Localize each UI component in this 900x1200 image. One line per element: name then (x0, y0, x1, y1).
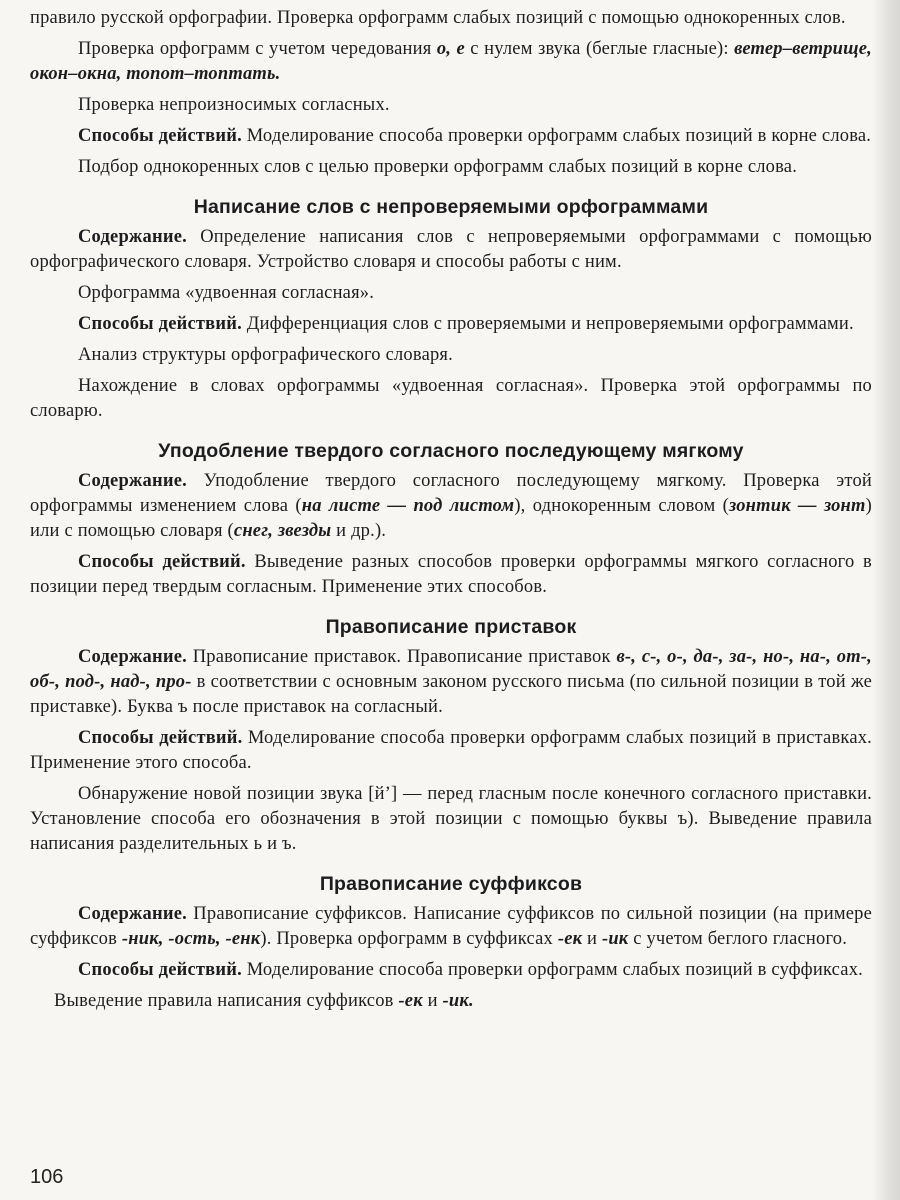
paragraph: Способы действий. Моделирование способа проверки орфограмм слабых позиций в корне слова. (78, 126, 872, 146)
paragraph: Нахождение в словах орфограммы «удвоенная согласная». Проверка этой орфограммы по словарю. (30, 376, 872, 421)
paragraph: Способы действий. Моделирование способа проверки орфограмм слабых позиций в суффиксах. (78, 960, 863, 980)
paragraph: Выведение правила написания суффиксов -ек и -ик. (54, 991, 474, 1011)
section-heading: Правописание суффиксов (319, 873, 583, 895)
paragraph: правило русской орфографии. Проверка орфограмм слабых позиций с помощью однокоренных слов. (30, 8, 846, 28)
paragraph: Проверка непроизносимых согласных. (78, 95, 390, 115)
paragraph: Содержание. Правописание суффиксов. Написание суффиксов по сильной позиции (на примере суффиксов -ник, -ость, -енк). Проверка орфограмм в суффиксах -ек и -ик с учетом беглого гласного. (30, 904, 872, 949)
paragraph: Содержание. Уподобление твердого согласного последующему мягкому. Проверка этой орфограммы изменением слова (на листе — под листом), однокоренным словом (зонтик — зонт) или с помощью словаря (снег, звезды и др.). (30, 471, 872, 541)
page-edge-shadow (872, 0, 900, 1200)
section-heading: Уподобление твердого согласного последующему мягкому (158, 440, 744, 462)
section-heading: Написание слов с непроверяемыми орфограммами (193, 196, 709, 218)
paragraph: Обнаружение новой позиции звука [й’] — перед гласным после конечного согласного приставки. Установление способа его обозначения в этой позиции с помощью буквы ъ). Выведение правила написания разделительных ь и ъ. (30, 784, 872, 854)
paragraph: Проверка орфограмм с учетом чередования о, е с нулем звука (беглые гласные): ветер–ветрище, окон–окна, топот–топтать. (30, 39, 872, 84)
paragraph: Орфограмма «удвоенная согласная». (78, 283, 375, 303)
page-content (30, 6, 872, 1020)
page-number: 106 (30, 1166, 64, 1188)
paragraph: Содержание. Правописание приставок. Правописание приставок в-, с-, о-, да-, за-, но-, на-, от-, об-, под-, над-, про- в соответствии с основным законом русского письма (по сильной позиции в той же приставке). Буква ъ после приставок на согласный. (30, 647, 872, 717)
paragraph: Способы действий. Дифференциация слов с проверяемыми и непроверяемыми орфограммами. (78, 314, 854, 334)
paragraph: Подбор однокоренных слов с целью проверки орфограмм слабых позиций в корне слова. (78, 157, 798, 177)
paragraph: Способы действий. Выведение разных способов проверки орфограммы мягкого согласного в позиции перед твердым согласным. Применение этих способов. (30, 552, 872, 597)
paragraph: Способы действий. Моделирование способа проверки орфограмм слабых позиций в приставках. Применение этого способа. (30, 728, 872, 773)
paragraph: Анализ структуры орфографического словаря. (78, 345, 453, 365)
paragraph: Содержание. Определение написания слов с непроверяемыми орфограммами с помощью орфографического словаря. Устройство словаря и способы работы с ним. (30, 227, 872, 272)
section-heading: Правописание приставок (325, 616, 577, 638)
